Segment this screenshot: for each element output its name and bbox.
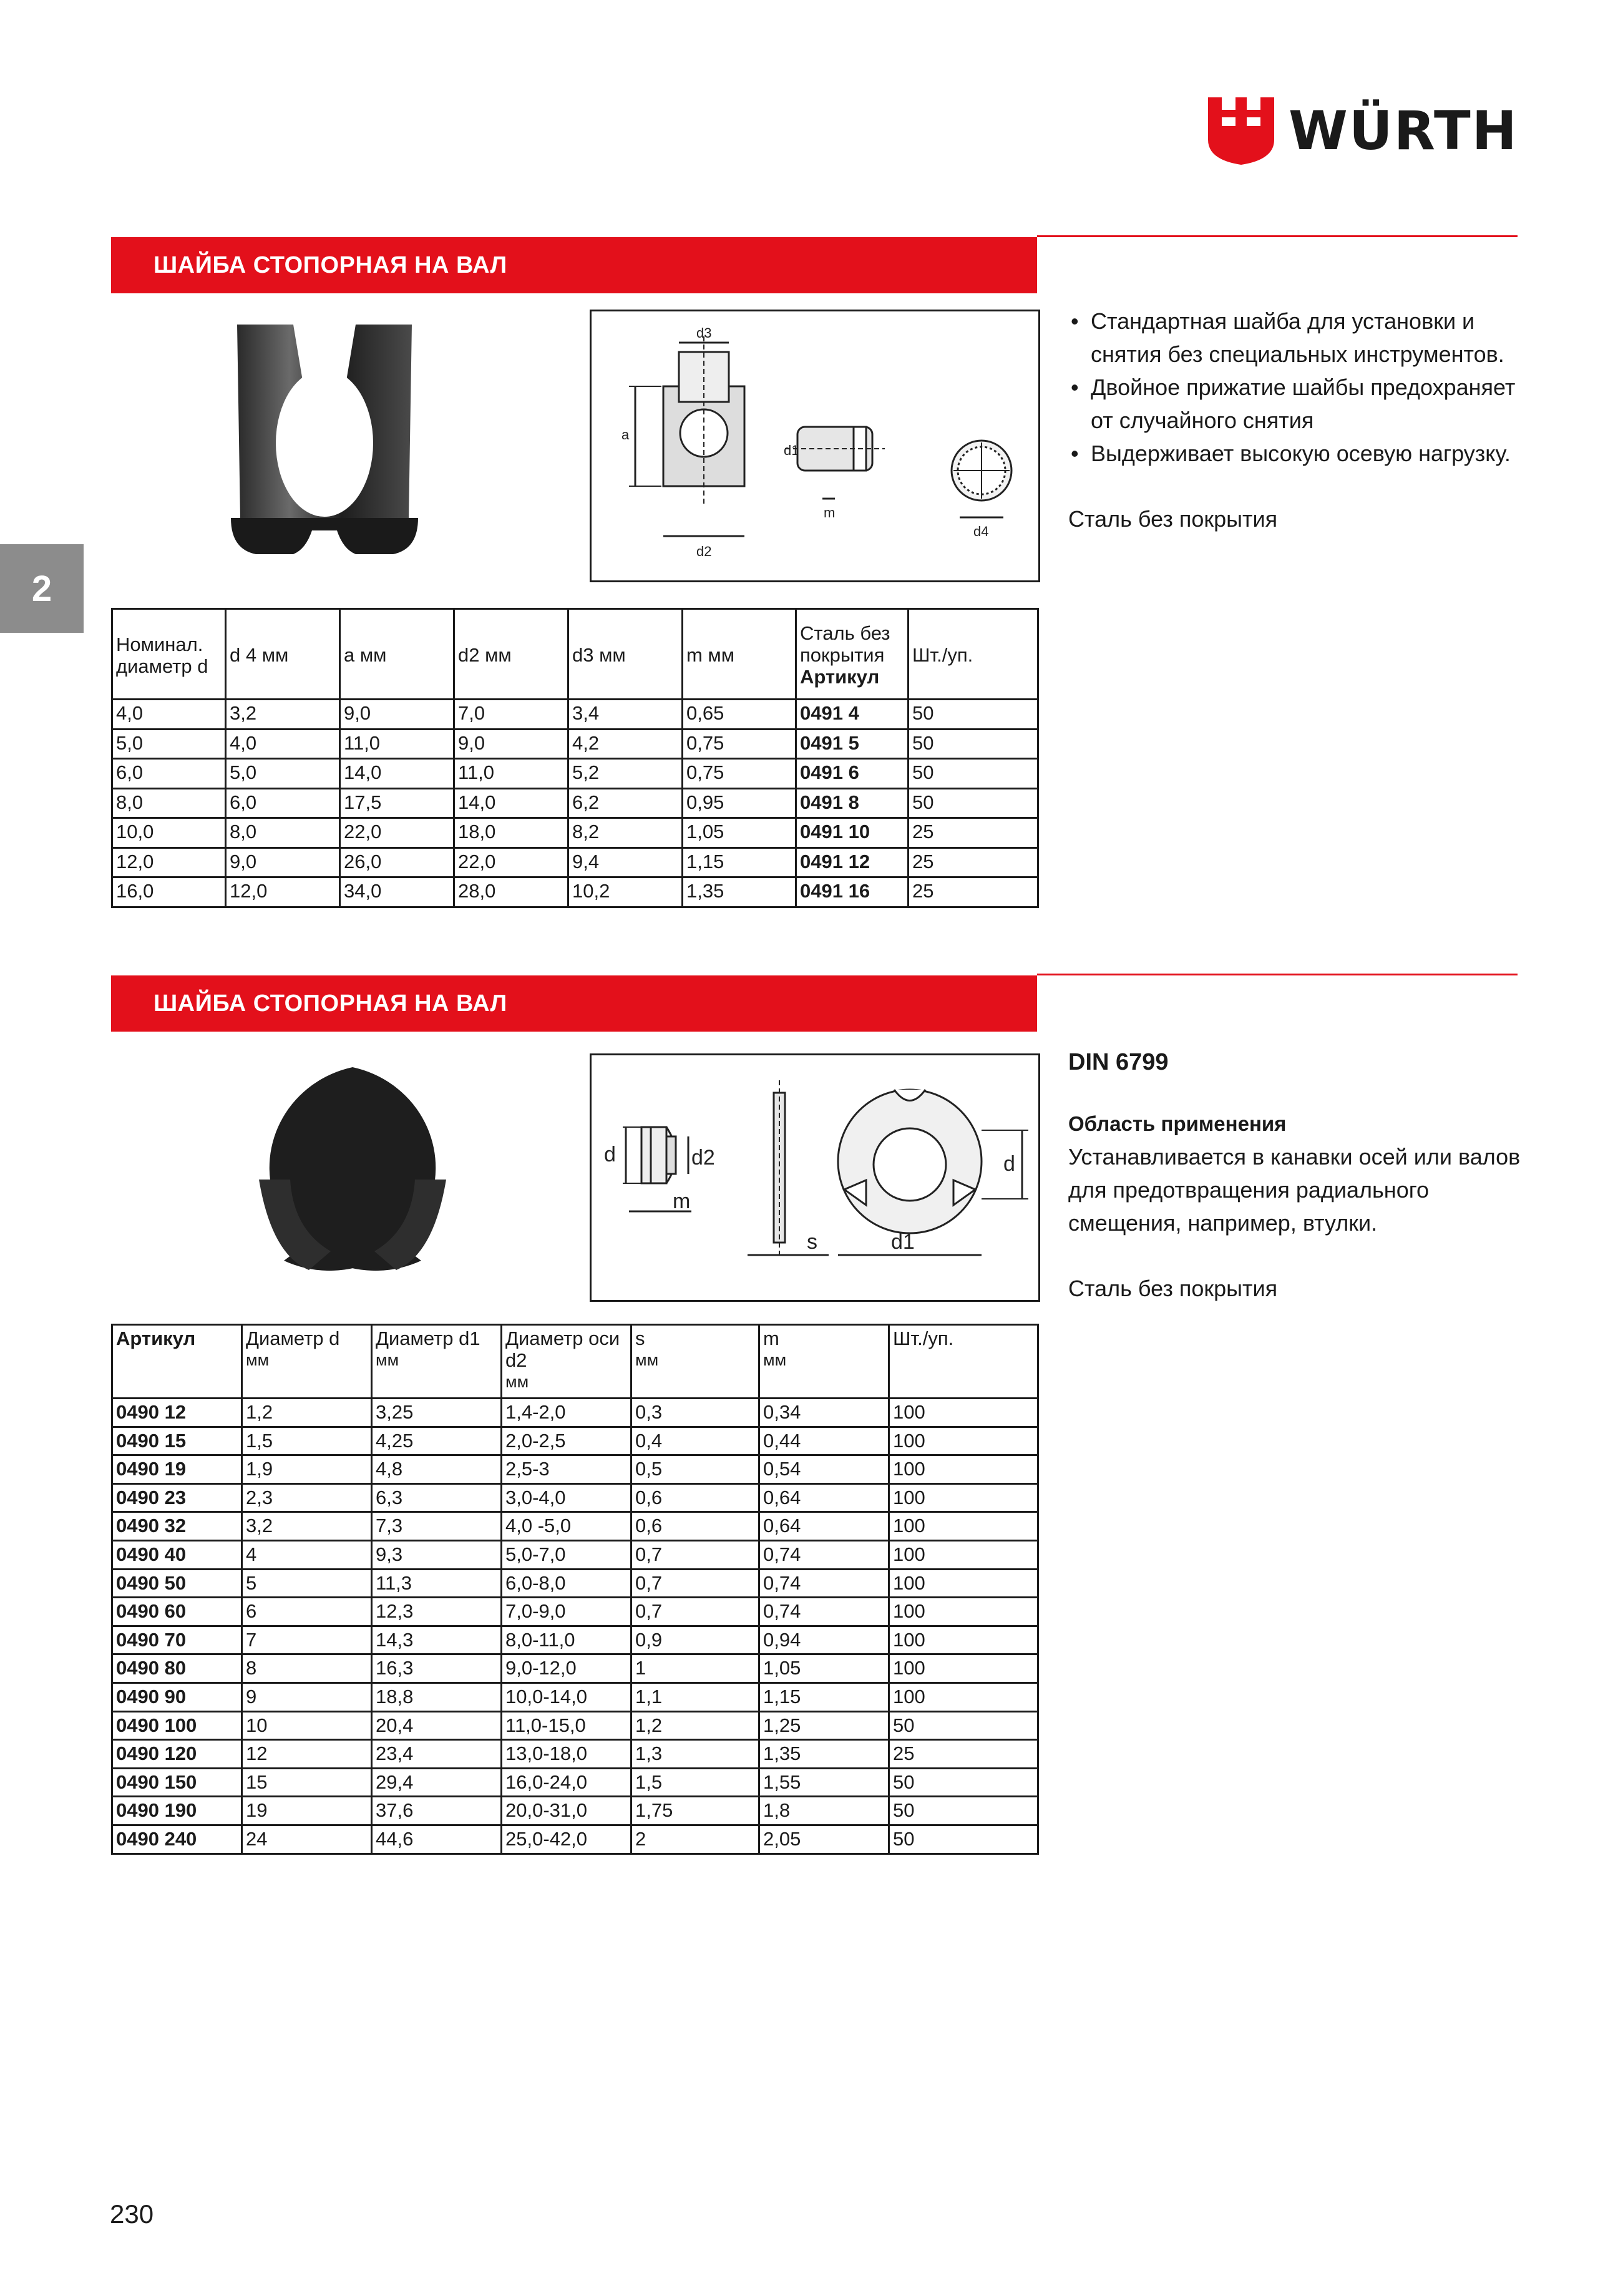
table-cell: 0,44 [759,1427,889,1455]
table-cell: 15 [242,1768,372,1797]
table-cell: 1,15 [683,848,796,877]
table-cell: 0,6 [631,1512,759,1541]
table-cell: 0,94 [759,1626,889,1654]
article-number-cell: 0490 40 [112,1540,242,1569]
table-cell: 0,5 [631,1455,759,1484]
table-cell: 11,0-15,0 [502,1711,631,1740]
table-row [112,818,1038,848]
table-cell: 4,0 -5,0 [502,1512,631,1541]
table-cell: 18,0 [454,818,568,848]
label-d-right: d [1003,1152,1015,1176]
table-cell: 0,74 [759,1569,889,1598]
table-cell: 0,34 [759,1399,889,1427]
table-cell: 0,64 [759,1512,889,1541]
table-cell: 0,65 [683,700,796,730]
table-cell: 22,0 [340,818,454,848]
section1-product-photo [218,312,431,580]
label-d2: d2 [696,544,712,559]
table-cell: 1,55 [759,1768,889,1797]
table-cell: 0,7 [631,1598,759,1626]
table-cell: 5,0 [112,729,226,759]
table-row [112,877,1038,907]
article-number-cell: 0491 10 [796,818,909,848]
article-number-cell: 0490 23 [112,1483,242,1512]
col-header-label: Диаметр d1 [376,1327,480,1349]
article-number-cell: 0491 8 [796,788,909,818]
col-header-article [796,609,909,700]
table-cell: 14,0 [340,759,454,789]
table-cell: 16,0 [112,877,226,907]
table-row [112,788,1038,818]
table-cell: 6,2 [568,788,683,818]
table-cell: 18,8 [372,1683,502,1711]
table-cell: 100 [889,1654,1038,1683]
table-cell: 8,0-11,0 [502,1626,631,1654]
table-cell: 100 [889,1626,1038,1654]
section1-material: Сталь без покрытия [1068,506,1278,532]
table-cell: 24 [242,1825,372,1854]
table-row [112,1483,1038,1512]
col-header [372,1325,502,1399]
col-header [889,1325,1038,1399]
table-cell: 0,75 [683,729,796,759]
col-header-d3: d3 мм [568,609,683,700]
table-cell: 2,3 [242,1483,372,1512]
table-row [112,729,1038,759]
table-cell: 20,0-31,0 [502,1797,631,1825]
table-cell: 7,0 [454,700,568,730]
col-header-label: Диаметр d [246,1327,340,1349]
article-number-cell: 0490 32 [112,1512,242,1541]
article-number-cell: 0490 60 [112,1598,242,1626]
table-row [112,1711,1038,1740]
table-cell: 10,0-14,0 [502,1683,631,1711]
label-d1: d1 [891,1230,915,1254]
table-cell: 10,2 [568,877,683,907]
table-row [112,1654,1038,1683]
article-number-cell: 0490 70 [112,1626,242,1654]
col-header-label: Артикул [116,1327,196,1349]
table-cell: 25 [889,1740,1038,1769]
table-row [112,1740,1038,1769]
table-cell: 44,6 [372,1825,502,1854]
table-cell: 1,05 [759,1654,889,1683]
table-cell: 0,74 [759,1540,889,1569]
table-cell: 50 [889,1711,1038,1740]
table-cell: 8,0 [226,818,340,848]
col-header-unit: мм [763,1351,787,1369]
table-cell: 29,4 [372,1768,502,1797]
table-cell: 1,15 [759,1683,889,1711]
table-cell: 100 [889,1483,1038,1512]
table-cell: 0,64 [759,1483,889,1512]
table-cell: 1,75 [631,1797,759,1825]
table-cell: 9,3 [372,1540,502,1569]
section1-rule [1037,235,1518,237]
article-number-cell: 0491 5 [796,729,909,759]
table-row [112,1797,1038,1825]
table-cell: 34,0 [340,877,454,907]
feature-bullet: • Стандартная шайба для установки и снятия без специальных инструментов. [1068,305,1530,371]
table-cell: 4,0 [226,729,340,759]
table-row [112,1540,1038,1569]
table-cell: 1,3 [631,1740,759,1769]
table-cell: 6,0-8,0 [502,1569,631,1598]
table-cell: 25,0-42,0 [502,1825,631,1854]
article-number-cell: 0491 12 [796,848,909,877]
table-cell: 100 [889,1598,1038,1626]
section2-material: Сталь без покрытия [1068,1276,1278,1301]
article-number-cell: 0490 15 [112,1427,242,1455]
standard-label: DIN 6799 [1068,1049,1169,1075]
table-cell: 12,0 [226,877,340,907]
table-row [112,1768,1038,1797]
table-cell: 11,0 [454,759,568,789]
table-row [112,1455,1038,1484]
table-cell: 1,4-2,0 [502,1399,631,1427]
table-cell: 0,3 [631,1399,759,1427]
table-row [112,1427,1038,1455]
article-number-cell: 0490 90 [112,1683,242,1711]
label-d3: d3 [696,325,712,341]
table-cell: 25 [909,818,1038,848]
table-cell: 23,4 [372,1740,502,1769]
feature-bullet: • Двойное прижатие шайбы предохраняет от случайного снятия [1068,371,1530,437]
table-cell: 100 [889,1569,1038,1598]
col-header-d4: d 4 мм [226,609,340,700]
table-cell: 4 [242,1540,372,1569]
table-cell: 4,0 [112,700,226,730]
col-header-material: Сталь без покрытия [800,622,890,666]
table-cell: 9,0 [226,848,340,877]
table-cell: 11,3 [372,1569,502,1598]
label-d1: d1 [784,442,799,458]
article-number-cell: 0490 100 [112,1711,242,1740]
table-cell: 50 [889,1797,1038,1825]
table-cell: 8 [242,1654,372,1683]
brand-name: WÜRTH [1289,100,1518,162]
table-row [112,700,1038,730]
table-cell: 16,0-24,0 [502,1768,631,1797]
table-cell: 11,0 [340,729,454,759]
table-cell: 50 [909,729,1038,759]
table-cell: 22,0 [454,848,568,877]
table-cell: 1,5 [631,1768,759,1797]
article-number-cell: 0490 50 [112,1569,242,1598]
table-cell: 3,2 [226,700,340,730]
table-cell: 4,2 [568,729,683,759]
table-cell: 1,2 [631,1711,759,1740]
chapter-tab: 2 [0,544,84,633]
article-number-cell: 0490 19 [112,1455,242,1484]
col-header [759,1325,889,1399]
table-cell: 0,9 [631,1626,759,1654]
col-header [242,1325,372,1399]
table-cell: 1,8 [759,1797,889,1825]
article-number-cell: 0490 150 [112,1768,242,1797]
article-number-cell: 0491 16 [796,877,909,907]
table-row [112,848,1038,877]
table-cell: 9,4 [568,848,683,877]
col-header-unit: мм [376,1351,399,1369]
table-cell: 9,0 [340,700,454,730]
col-header-label: s [635,1327,645,1349]
table-cell: 50 [889,1768,1038,1797]
col-header-article-label: Артикул [800,666,880,688]
table-cell: 5,2 [568,759,683,789]
col-header [502,1325,631,1399]
table-cell: 6,3 [372,1483,502,1512]
col-header-unit: мм [635,1351,659,1369]
table-cell: 10,0 [112,818,226,848]
col-header-label: m [763,1327,779,1349]
table-cell: 0,54 [759,1455,889,1484]
table-cell: 2,05 [759,1825,889,1854]
col-header-a: a мм [340,609,454,700]
table-cell: 20,4 [372,1711,502,1740]
table-cell: 4,25 [372,1427,502,1455]
table-cell: 3,25 [372,1399,502,1427]
table-cell: 9,0-12,0 [502,1654,631,1683]
table-cell: 7,0-9,0 [502,1598,631,1626]
section2-spec-table [111,1324,1039,1855]
section1-technical-drawing [590,310,1040,582]
table-cell: 9 [242,1683,372,1711]
label-a: a [621,427,630,442]
table-cell: 3,4 [568,700,683,730]
table-cell: 13,0-18,0 [502,1740,631,1769]
table-header-row [112,609,1038,700]
table-cell: 2 [631,1825,759,1854]
table-cell: 100 [889,1455,1038,1484]
table-cell: 0,74 [759,1598,889,1626]
feature-bullet: • Выдерживает высокую осевую нагрузку. [1068,437,1530,470]
table-row [112,1683,1038,1711]
table-row [112,1512,1038,1541]
table-cell: 0,7 [631,1569,759,1598]
table-cell: 50 [909,788,1038,818]
article-number-cell: 0490 190 [112,1797,242,1825]
section2-rule [1037,974,1518,975]
table-cell: 28,0 [454,877,568,907]
table-cell: 6,0 [112,759,226,789]
table-cell: 1,35 [759,1740,889,1769]
table-cell: 1,05 [683,818,796,848]
section1-description [1068,305,1530,535]
col-header-m: m мм [683,609,796,700]
table-row [112,1825,1038,1854]
table-cell: 12 [242,1740,372,1769]
article-number-cell: 0490 120 [112,1740,242,1769]
section2-title: ШАЙБА СТОПОРНАЯ НА ВАЛ [111,975,1037,1032]
table-cell: 1,2 [242,1399,372,1427]
table-cell: 100 [889,1399,1038,1427]
table-cell: 100 [889,1540,1038,1569]
table-cell: 2,0-2,5 [502,1427,631,1455]
table-cell: 1,9 [242,1455,372,1484]
section1-title: ШАЙБА СТОПОРНАЯ НА ВАЛ [111,237,1037,293]
table-cell: 50 [889,1825,1038,1854]
table-cell: 17,5 [340,788,454,818]
col-header-d2: d2 мм [454,609,568,700]
label-m: m [824,505,836,520]
table-cell: 7 [242,1626,372,1654]
page-number: 230 [110,2199,154,2229]
col-header [112,1325,242,1399]
table-cell: 1 [631,1654,759,1683]
section2-technical-drawing [590,1053,1040,1302]
table-cell: 7,3 [372,1512,502,1541]
table-cell: 12,3 [372,1598,502,1626]
application-heading: Область применения [1068,1112,1287,1135]
table-cell: 5,0 [226,759,340,789]
table-cell: 37,6 [372,1797,502,1825]
table-cell: 1,5 [242,1427,372,1455]
table-cell: 50 [909,700,1038,730]
table-cell: 26,0 [340,848,454,877]
section1-spec-table [111,608,1039,908]
table-row [112,1399,1038,1427]
table-cell: 100 [889,1683,1038,1711]
table-row [112,759,1038,789]
table-cell: 9,0 [454,729,568,759]
article-number-cell: 0491 4 [796,700,909,730]
table-cell: 1,25 [759,1711,889,1740]
col-header-label: Диаметр оси d2 [505,1327,620,1371]
col-header-unit: мм [246,1351,270,1369]
table-row [112,1569,1038,1598]
label-d4: d4 [973,524,989,539]
table-cell: 50 [909,759,1038,789]
table-row [112,1598,1038,1626]
table-cell: 3,0-4,0 [502,1483,631,1512]
label-m: m [673,1190,691,1213]
table-cell: 0,4 [631,1427,759,1455]
table-cell: 1,1 [631,1683,759,1711]
table-cell: 0,95 [683,788,796,818]
table-cell: 16,3 [372,1654,502,1683]
section2-product-photo [222,1055,484,1279]
table-cell: 2,5-3 [502,1455,631,1484]
table-cell: 0,75 [683,759,796,789]
table-cell: 1,35 [683,877,796,907]
table-cell: 3,2 [242,1512,372,1541]
table-row [112,1626,1038,1654]
table-cell: 4,8 [372,1455,502,1484]
col-header-pack: Шт./уп. [909,609,1038,700]
table-cell: 19 [242,1797,372,1825]
table-cell: 14,3 [372,1626,502,1654]
col-header-label: Шт./уп. [893,1327,954,1349]
table-cell: 6 [242,1598,372,1626]
section2-description [1068,1046,1530,1305]
article-number-cell: 0491 6 [796,759,909,789]
application-text: Устанавливается в канавки осей или валов для предотвращения радиального смещения, например, втулки. [1068,1144,1521,1236]
label-s: s [807,1230,817,1254]
table-cell: 12,0 [112,848,226,877]
table-cell: 0,7 [631,1540,759,1569]
article-number-cell: 0490 12 [112,1399,242,1427]
col-header-nominal: Номинал. диаметр d [112,609,226,700]
label-d2: d2 [691,1146,715,1170]
article-number-cell: 0490 240 [112,1825,242,1854]
table-cell: 8,0 [112,788,226,818]
table-header-row [112,1325,1038,1399]
table-cell: 10 [242,1711,372,1740]
table-cell: 100 [889,1512,1038,1541]
article-number-cell: 0490 80 [112,1654,242,1683]
label-d: d [604,1143,616,1166]
table-cell: 5,0-7,0 [502,1540,631,1569]
table-cell: 6,0 [226,788,340,818]
table-cell: 14,0 [454,788,568,818]
table-cell: 0,6 [631,1483,759,1512]
table-cell: 25 [909,877,1038,907]
table-cell: 100 [889,1427,1038,1455]
col-header [631,1325,759,1399]
table-cell: 8,2 [568,818,683,848]
table-cell: 25 [909,848,1038,877]
table-cell: 5 [242,1569,372,1598]
col-header-unit: мм [505,1372,529,1391]
